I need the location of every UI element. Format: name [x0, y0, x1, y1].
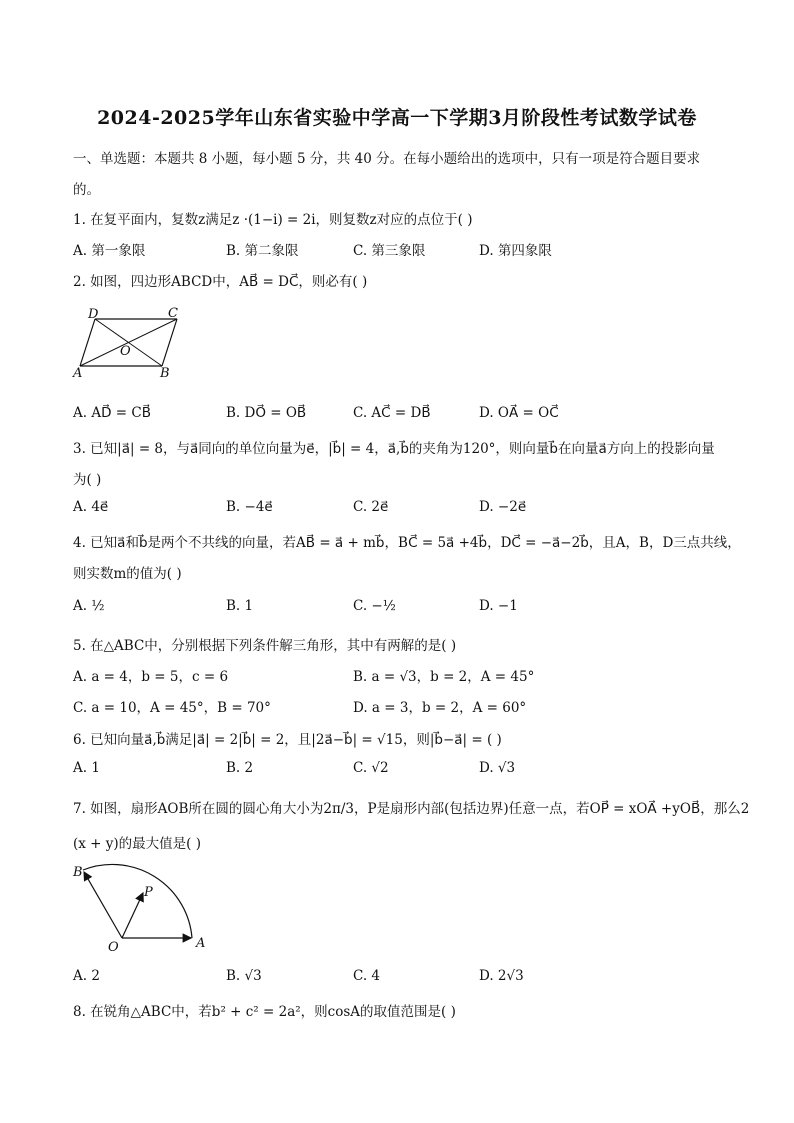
- fig-label-b: B: [160, 366, 170, 381]
- q6-option-b: B. 2: [226, 760, 254, 776]
- q2-option-c: C. AC⃗ = DB⃗: [353, 405, 431, 421]
- q6-option-a: A. 1: [73, 760, 100, 776]
- q2-option-d: D. OA⃗ = OC⃗: [479, 405, 559, 421]
- fig-label-b: B: [73, 865, 83, 880]
- fig-label-d: D: [88, 307, 99, 322]
- parallelogram-figure: [70, 306, 190, 381]
- section-heading: 一、单选题：本题共 8 小题，每小题 5 分，共 40 分。在每小题给出的选项中，只有一项是符合题目要求: [73, 151, 701, 167]
- q5-option-a: A. a = 4，b = 5，c = 6: [73, 669, 229, 685]
- q4-option-b: B. 1: [226, 598, 254, 614]
- q4-option-c: C. −½: [353, 598, 396, 614]
- sector-figure: [70, 860, 220, 955]
- q5-option-c: C. a = 10，A = 45°，B = 70°: [73, 700, 271, 716]
- question-5-stem: 5. 在△ABC中，分别根据下列条件解三角形，其中有两解的是( ): [73, 638, 457, 654]
- question-7-stem: 7. 如图，扇形AOB所在圆的圆心角大小为2π/3，P是扇形内部(包括边界)任意一点，若OP⃗ = xOA⃗ +yOB⃗，那么2: [73, 801, 750, 817]
- fig-label-o: O: [120, 344, 131, 359]
- question-3-stem: 3. 已知|a⃗| = 8，与a⃗同向的单位向量为e⃗，|b⃗| = 4，a⃗,b⃗的夹角为120°，则向量b⃗在向量a⃗方向上的投影向量: [73, 441, 715, 457]
- q4-option-d: D. −1: [479, 598, 518, 614]
- q7-option-d: D. 2√3: [479, 968, 524, 984]
- question-1-stem: 1. 在复平面内，复数z满足z ·(1−i) = 2i，则复数z对应的点位于( ): [73, 212, 473, 228]
- q2-option-b: B. DO⃗ = OB⃗: [226, 405, 307, 421]
- question-4-stem-cont: 则实数m的值为( ): [73, 566, 182, 582]
- q3-option-d: D. −2e⃗: [479, 499, 527, 515]
- page-title: 2024-2025学年山东省实验中学高一下学期3月阶段性考试数学试卷: [97, 107, 697, 129]
- q7-option-b: B. √3: [226, 968, 262, 984]
- question-7-stem-cont: (x + y)的最大值是( ): [73, 836, 201, 852]
- q3-option-b: B. −4e⃗: [226, 499, 273, 515]
- question-8-stem: 8. 在锐角△ABC中，若b² + c² = 2a²，则cosA的取值范围是( ): [73, 1004, 456, 1020]
- q4-option-a: A. ½: [73, 598, 105, 614]
- q2-option-a: A. AD⃗ = CB⃗: [73, 405, 151, 421]
- fig-label-c: C: [168, 306, 178, 321]
- q5-option-d: D. a = 3，b = 2，A = 60°: [353, 700, 527, 716]
- section-heading-cont: 的。: [73, 182, 100, 198]
- q3-option-c: C. 2e⃗: [353, 499, 389, 515]
- q7-option-a: A. 2: [73, 968, 100, 984]
- fig-label-a: A: [73, 366, 83, 381]
- q6-option-c: C. √2: [353, 760, 389, 776]
- question-4-stem: 4. 已知a⃗和b⃗是两个不共线的向量，若AB⃗ = a⃗ + mb⃗，BC⃗ = 5a⃗ +4b⃗，DC⃗ = −a⃗−2b⃗，且A，B，D三点共线，: [73, 535, 741, 551]
- q6-option-d: D. √3: [479, 760, 516, 776]
- fig-label-a: A: [196, 936, 206, 951]
- q3-option-a: A. 4e⃗: [73, 499, 109, 515]
- q1-option-c: C. 第三象限: [353, 243, 426, 259]
- question-6-stem: 6. 已知向量a⃗,b⃗满足|a⃗| = 2|b⃗| = 2，且|2a⃗−b⃗| = √15，则|b⃗−a⃗| = ( ): [73, 732, 502, 748]
- q5-option-b: B. a = √3，b = 2，A = 45°: [353, 669, 535, 685]
- question-2-stem: 2. 如图，四边形ABCD中，AB⃗ = DC⃗，则必有( ): [73, 274, 368, 290]
- fig-label-p: P: [144, 885, 153, 900]
- q1-option-d: D. 第四象限: [479, 243, 552, 259]
- fig-label-o: O: [108, 940, 119, 955]
- question-3-stem-cont: 为( ): [73, 472, 102, 488]
- q1-option-b: B. 第二象限: [226, 243, 299, 259]
- q1-option-a: A. 第一象限: [73, 243, 146, 259]
- q7-option-c: C. 4: [353, 968, 381, 984]
